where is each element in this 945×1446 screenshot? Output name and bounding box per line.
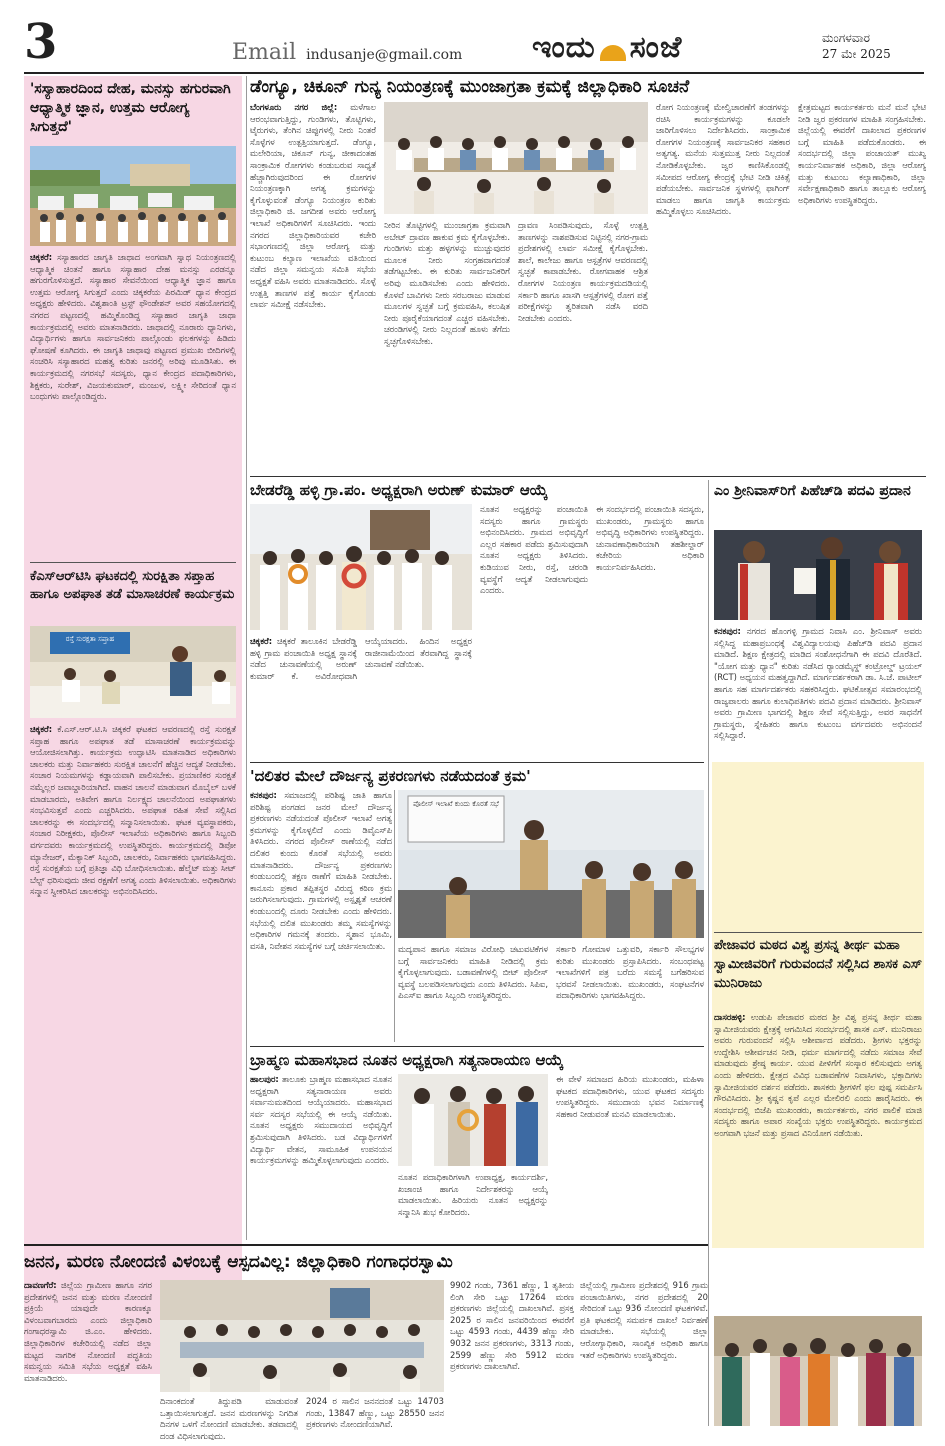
main-meeting-photo bbox=[384, 102, 648, 214]
bedareddy-col3: ಈ ಸಂದರ್ಭದಲ್ಲಿ ಪಂಚಾಯಿತಿ ಸದಸ್ಯರು, ಮುಖಂಡರು, ಗ್ರಾಮಸ್ಥರು ಹಾಗೂ ಅಭಿವೃದ್ಧಿ ಅಧಿಕಾರಿಗಳು ಉಪಸ್ಥಿತರಿದ್ದರು. ಚುನಾವಣಾಧಿಕಾರಿಯಾಗಿ ತಹಶೀಲ್ದಾರ್ ಕಚೇರಿಯ ಅಧಿಕಾರಿ ಕಾರ್ಯನಿರ್ವಹಿಸಿದರು. bbox=[596, 504, 704, 572]
janana-photo bbox=[160, 1280, 444, 1392]
main-col1 bbox=[250, 102, 376, 472]
pink-headline: 'ಸಸ್ಯಾಹಾರದಿಂದ ದೇಹ, ಮನಸ್ಸು ಹಗುರವಾಗಿ ಆಧ್ಯಾತ್ಮಿಕ ಜ್ಞಾನ, ಉತ್ತಮ ಆರೋಗ್ಯ ಸಿಗುತ್ತದೆ' bbox=[30, 81, 231, 135]
brahmana-col3: ಈ ವೇಳೆ ಸಮಾಜದ ಹಿರಿಯ ಮುಖಂಡರು, ಮಹಿಳಾ ಘಟಕದ ಪದಾಧಿಕಾರಿಗಳು, ಯುವ ಘಟಕದ ಸದಸ್ಯರು ಉಪಸ್ಥಿತರಿದ್ದರು. ಸಮುದಾಯ ಭವನ ನಿರ್ಮಾಣಕ್ಕೆ ಸಹಕಾರ ನೀಡುವಂತೆ ಮನವಿ ಮಾಡಲಾಯಿತು. bbox=[556, 1074, 704, 1119]
janana-col1 bbox=[24, 1280, 152, 1426]
email-line bbox=[232, 40, 462, 65]
brahmana-photo bbox=[398, 1074, 548, 1166]
janana-top-rule bbox=[24, 1244, 708, 1246]
pejavara-photo bbox=[714, 1316, 922, 1426]
email-label: Email bbox=[232, 40, 297, 65]
pink-text: ಸಸ್ಯಾಹಾರದ ಜಾಗೃತಿ ಜಾಥಾದ ಅಂಗವಾಗಿ ಸ್ವಾಥ ನಿಯಂತ್ರಣದಲ್ಲಿ ಆಧ್ಯಾತ್ಮಿಕ ಚಿಂತನೆ ಹಾಗೂ ಸಸ್ಯಾಹಾರ ದೇಹ ಮನಸ್ಸು ಎರಡನ್ನೂ ಹಗುರಗೊಳಿಸುತ್ತದೆ. ಸಸ್ಯಾಹಾರ ಸೇವನೆಯಿಂದ ಆಧ್ಯಾತ್ಮಿಕ ಜ್ಞಾನ ಹಾಗೂ ಉತ್ತಮ ಆರೋಗ್ಯ ಸಿಗುತ್ತದೆ ಎಂದು ಚಿಕ್ಕಕರೆಯ ಪಿರಮಿಡ್ ಧ್ಯಾನ ಕೇಂದ್ರದ ಅಧ್ಯಕ್ಷರು ಹೇಳಿದರು. ವಿಶ್ವಶಾಂತಿ ಟ್ರಸ್ಟ್ ಫೌಂಡೇಶನ್ ಅವರ ಸಹಯೋಗದಲ್ಲಿ ನಗರದ ಪಟ್ಟಣದಲ್ಲಿ ಹಮ್ಮಿಕೊಂಡಿದ್ದ ಸಸ್ಯಾಹಾರ ಜಾಗೃತಿ ಜಾಥಾ ಕಾರ್ಯಕ್ರಮದಲ್ಲಿ ಅವರು ಮಾತನಾಡಿದರು. ಜಾಥಾದಲ್ಲಿ ನೂರಾರು ಧ್ಯಾನಿಗಳು, ವಿದ್ಯಾರ್ಥಿಗಳು ಹಾಗೂ ಸಾರ್ವಜನಿಕರು ಪಾಲ್ಗೊಂಡು ಫಲಕಗಳನ್ನು ಹಿಡಿದು ಘೋಷಣೆ ಕೂಗಿದರು. ಈ ಜಾಗೃತಿ ಜಾಥಾವು ಪಟ್ಟಣದ ಪ್ರಮುಖ ಬೀದಿಗಳಲ್ಲಿ ಸಂಚರಿಸಿ ಸಸ್ಯಾಹಾರದ ಮಹತ್ವ ಕುರಿತು ಜನರಲ್ಲಿ ಅರಿವು ಮೂಡಿಸಿತು. ಈ ಕಾರ್ಯಕ್ರಮದಲ್ಲಿ ನಗರಸಭೆ ಸದಸ್ಯರು, ಧ್ಯಾನ ಕೇಂದ್ರದ ಪದಾಧಿಕಾರಿಗಳು, ಶಿಕ್ಷಕರು, ಸುರೇಶ್, ವಿಜಯಕುಮಾರ್, ಮಂಜುಳ, ಲಕ್ಷ್ಮೀ ಸೇರಿದಂತೆ ಧ್ಯಾನ ಬಂಧುಗಳು ಪಾಲ್ಗೊಂಡಿದ್ದರು. bbox=[30, 252, 236, 402]
masthead-right: ಸಂಜೆ bbox=[629, 30, 683, 65]
bedareddy-dateline: ಚಿಕ್ಕಕರೆ: bbox=[250, 636, 273, 646]
column-rule bbox=[708, 480, 709, 1426]
column-rule bbox=[394, 790, 395, 1042]
main-col1-text: ಮಳೆಗಾಲ ಆರಂಭವಾಗುತ್ತಿದ್ದು, ಗುಂಡಿಗಳು, ತೊಟ್ಟಿಗಳು, ಟೈರುಗಳು, ತೆಂಗಿನ ಚಿಪ್ಪುಗಳಲ್ಲಿ ನೀರು ನಿಂತರೆ ಸೊಳ್ಳೆಗಳ ಉತ್ಪತ್ತಿಯಾಗುತ್ತದೆ. ಡೆಂಗ್ಯೂ, ಮಲೇರಿಯಾ, ಚಿಕೂನ್ ಗುನ್ಯ, ಜೀಕಾದಂತಹ ಸಾಂಕ್ರಾಮಿಕ ರೋಗಗಳು ಕಂಡುಬರುವ ಸಾಧ್ಯತೆ ಹೆಚ್ಚಾಗಿರುವುದರಿಂದ ಈ ರೋಗಗಳ ನಿಯಂತ್ರಣಕ್ಕಾಗಿ ಅಗತ್ಯ ಕ್ರಮಗಳನ್ನು ಕೈಗೊಳ್ಳುವಂತೆ ಡೆಂಗ್ಯೂ ನಿಯಂತ್ರಣ ಕುರಿತು ಜಿಲ್ಲಾಧಿಕಾರಿ ಜಿ. ಜಗದೀಶ ಅವರು ಆರೋಗ್ಯ ಇಲಾಖೆ ಅಧಿಕಾರಿಗಳಿಗೆ ಸೂಚಿಸಿದರು. ಇಂದು ನಗರದ ಜಿಲ್ಲಾಧಿಕಾರಿಯವರ ಕಚೇರಿ ಸಭಾಂಗಣದಲ್ಲಿ ಜಿಲ್ಲಾ ಆರೋಗ್ಯ ಮತ್ತು ಕುಟುಂಬ ಕಲ್ಯಾಣ ಇಲಾಖೆಯ ವತಿಯಿಂದ ನಡೆದ ಜಿಲ್ಲಾ ಸಮನ್ವಯ ಸಮಿತಿ ಸಭೆಯ ಅಧ್ಯಕ್ಷತೆ ವಹಿಸಿ ಅವರು ಮಾತನಾಡಿದರು. ಸೊಳ್ಳೆ ಉತ್ಪತ್ತಿ ತಾಣಗಳ ಪತ್ತೆ ಕಾರ್ಯ ಕೈಗೊಂಡು ಲಾರ್ವ ಸಮೀಕ್ಷೆ ನಡೆಸಬೇಕು. bbox=[250, 102, 376, 310]
ksrtc-headline: ಕೆಎಸ್ಆರ್‌ಟಿಸಿ ಘಟಕದಲ್ಲಿ ಸುರಕ್ಷಿತಾ ಸಪ್ತಾಹ ಹಾಗೂ ಅಪಘಾತ ತಡೆ ಮಾಸಾಚರಣೆ ಕಾರ್ಯಕ್ರಮ bbox=[30, 569, 235, 602]
dalitara-col2: ಮದ್ಯಪಾನ ಹಾಗೂ ಸಮಾಜ ವಿರೋಧಿ ಚಟುವಟಿಕೆಗಳ ಬಗ್ಗೆ ಸಾರ್ವಜನಿಕರು ಮಾಹಿತಿ ನೀಡಿದಲ್ಲಿ ಕ್ರಮ ಕೈಗೊಳ್ಳಲಾಗುವುದು. ಬಡಾವಣೆಗಳಲ್ಲಿ ಬೀಟ್ ಪೊಲೀಸ್ ವ್ಯವಸ್ಥೆ ಬಲಪಡಿಸಲಾಗುವುದು ಎಂದು ತಿಳಿಸಿದರು. ಸಿಪಿಐ, ಪಿಎಸ್‌ಐ ಹಾಗೂ ಸಿಬ್ಬಂದಿ ಉಪಸ್ಥಿತರಿದ್ದರು. bbox=[398, 944, 548, 1001]
pink-dateline: ಚಿಕ್ಕಕರೆ: bbox=[30, 252, 53, 262]
main-col2: ನೀರಿನ ತೊಟ್ಟಿಗಳಲ್ಲಿ ಮುಂಜಾಗ್ರತಾ ಕ್ರಮವಾಗಿ ಅಬೇಟ್ ದ್ರಾವಣ ಹಾಕುವ ಕ್ರಮ ಕೈಗೊಳ್ಳಬೇಕು. ಗುಂಡಿಗಳು ಮತ್ತು ಹಳ್ಳಗಳನ್ನು ಮುಚ್ಚುವುದರ ಮೂಲಕ ನೀರು ಸಂಗ್ರಹವಾಗದಂತೆ ತಡೆಗಟ್ಟಬೇಕು. ಈ ಕುರಿತು ಸಾರ್ವಜನಿಕರಿಗೆ ಅರಿವು ಮೂಡಿಸಬೇಕು ಎಂದು ಹೇಳಿದರು. ಕೊಳವೆ ಬಾವಿಗಳು ನೀರು ಸರಬರಾಜು ಮಾಡುವ ಮೂಲಗಳ ಸ್ವಚ್ಛತೆ ಬಗ್ಗೆ ಕ್ರಮವಹಿಸಿ, ಕಲುಷಿತ ನೀರು ಪೂರೈಕೆಯಾಗದಂತೆ ಎಚ್ಚರ ವಹಿಸಬೇಕು. ಚರಂಡಿಗಳಲ್ಲಿ ನೀರು ನಿಲ್ಲದಂತೆ ಹೂಳು ತೆಗೆದು ಸ್ವಚ್ಛಗೊಳಿಸಬೇಕು. bbox=[384, 220, 510, 346]
masthead-logo bbox=[532, 28, 792, 72]
dalitara-top-rule bbox=[250, 762, 704, 763]
pink-body bbox=[30, 252, 236, 556]
main-col5: ಕ್ಷೇತ್ರಮಟ್ಟದ ಕಾರ್ಯಕರ್ತರು ಮನೆ ಮನೆ ಭೇಟಿ ನೀಡಿ ಜ್ವರ ಪ್ರಕರಣಗಳ ಮಾಹಿತಿ ಸಂಗ್ರಹಿಸಬೇಕು. ಜಿಲ್ಲೆಯಲ್ಲಿ ಈವರೆಗೆ ದಾಖಲಾದ ಪ್ರಕರಣಗಳ ಬಗ್ಗೆ ಮಾಹಿತಿ ಪಡೆದುಕೊಂಡರು. ಈ ಸಂದರ್ಭದಲ್ಲಿ ಜಿಲ್ಲಾ ಪಂಚಾಯತ್ ಮುಖ್ಯ ಕಾರ್ಯನಿರ್ವಾಹಕ ಅಧಿಕಾರಿ, ಜಿಲ್ಲಾ ಆರೋಗ್ಯ ಮತ್ತು ಕುಟುಂಬ ಕಲ್ಯಾಣಾಧಿಕಾರಿ, ಜಿಲ್ಲಾ ಸರ್ವೇಕ್ಷಣಾಧಿಕಾರಿ ಹಾಗೂ ತಾಲ್ಲೂಕು ಆರೋಗ್ಯ ಅಧಿಕಾರಿಗಳು ಉಪಸ್ಥಿತರಿದ್ದರು. bbox=[798, 102, 926, 205]
bedareddy-photo bbox=[250, 504, 472, 630]
email-address[interactable]: indusanje@gmail.com bbox=[306, 47, 463, 63]
srinivas-text: ನಗರದ ಹೊಂಗಳ್ಳಿ ಗ್ರಾಮದ ನಿವಾಸಿ ಎಂ. ಶ್ರೀನಿವಾಸ್ ಅವರು ಸಲ್ಲಿಸಿದ್ದ ಮಹಾಪ್ರಬಂಧಕ್ಕೆ ವಿಶ್ವವಿದ್ಯಾಲಯವು ಪಿಹೆಚ್‌ಡಿ ಪದವಿ ಪ್ರದಾನ ಮಾಡಿದೆ. ಶಿಕ್ಷಣ ಕ್ಷೇತ್ರದಲ್ಲಿ ಮಾಡಿದ ಸಂಶೋಧನೆಗಾಗಿ ಈ ಪದವಿ ದೊರೆತಿದೆ. "ಯೋಗ ಮತ್ತು ಧ್ಯಾನ" ಕುರಿತು ನಡೆಸಿದ ರ‍್ಯಾಂಡಮೈಸ್ಡ್ ಕಂಟ್ರೋಲ್ಡ್ ಟ್ರಯಲ್ (RCT) ಅಧ್ಯಯನ ಮಹತ್ವದ್ದಾಗಿದೆ. ಮಾರ್ಗದರ್ಶಕರಾಗಿ ಡಾ. ಸಿ.ಜೆ. ಪಾಟೀಲ್ ಹಾಗೂ ಸಹ ಮಾರ್ಗದರ್ಶಕರು ಸಹಕರಿಸಿದ್ದರು. ಘಟಿಕೋತ್ಸವ ಸಮಾರಂಭದಲ್ಲಿ ರಾಜ್ಯಪಾಲರು ಹಾಗೂ ಕುಲಾಧಿಪತಿಗಳು ಪದವಿ ಪ್ರದಾನ ಮಾಡಿದರು. ಶ್ರೀನಿವಾಸ್ ಅವರು ಗ್ರಾಮೀಣ ಭಾಗದಲ್ಲಿ ಶಿಕ್ಷಣ ಸೇವೆ ಸಲ್ಲಿಸುತ್ತಿದ್ದು, ಅವರ ಸಾಧನೆಗೆ ಗ್ರಾಮಸ್ಥರು, ಸ್ನೇಹಿತರು ಹಾಗೂ ಕುಟುಂಬ ವರ್ಗದವರು ಅಭಿನಂದನೆ ಸಲ್ಲಿಸಿದ್ದಾರೆ. bbox=[714, 626, 922, 741]
janana-col4: 9902 ಗಂಡು, 7361 ಹೆಣ್ಣು, 1 ತೃತೀಯ ಲಿಂಗಿ ಸೇರಿ ಒಟ್ಟು 17264 ಮರಣ ಪ್ರಕರಣಗಳು ಜಿಲ್ಲೆಯಲ್ಲಿ ದಾಖಲಾಗಿವೆ. ಪ್ರಸಕ್ತ 2025 ರ ಸಾಲಿನ ಜನವರಿಯಿಂದ ಈವರೆಗೆ ಒಟ್ಟು 4593 ಗಂಡು, 4439 ಹೆಣ್ಣು ಸೇರಿ 9032 ಜನನ ಪ್ರಕರಣಗಳು, 3313 ಗಂಡು, 2599 ಹೆಣ್ಣು ಸೇರಿ 5912 ಮರಣ ಪ್ರಕರಣಗಳು ದಾಖಲಾಗಿವೆ. bbox=[450, 1280, 574, 1372]
main-col4: ರೋಗ ನಿಯಂತ್ರಣಕ್ಕೆ ಮೇಲ್ವಿಚಾರಣೆಗೆ ತಂಡಗಳನ್ನು ರಚಿಸಿ ಕಾರ್ಯಕ್ರಮಗಳನ್ನು ಕೂಡಲೇ ಜಾರಿಗೊಳಿಸಲು ನಿರ್ದೇಶಿಸಿದರು. ಸಾಂಕ್ರಾಮಿಕ ರೋಗಗಳ ನಿಯಂತ್ರಣಕ್ಕೆ ಸಾರ್ವಜನಿಕರ ಸಹಕಾರ ಅತ್ಯಗತ್ಯ. ಮನೆಯ ಸುತ್ತಮುತ್ತ ನೀರು ನಿಲ್ಲದಂತೆ ನೋಡಿಕೊಳ್ಳಬೇಕು. ಜ್ವರ ಕಾಣಿಸಿಕೊಂಡಲ್ಲಿ ಸಮೀಪದ ಆರೋಗ್ಯ ಕೇಂದ್ರಕ್ಕೆ ಭೇಟಿ ನೀಡಿ ಚಿಕಿತ್ಸೆ ಪಡೆಯಬೇಕು. ಸಾರ್ವಜನಿಕ ಸ್ಥಳಗಳಲ್ಲಿ ಫಾಗಿಂಗ್ ಮಾಡಲು ಹಾಗೂ ಜಾಗೃತಿ ಕಾರ್ಯಕ್ರಮ ಹಮ್ಮಿಕೊಳ್ಳಲು ಸೂಚಿಸಿದರು. bbox=[656, 102, 790, 217]
brahmana-headline: ಬ್ರಾಹ್ಮಣ ಮಹಾಸಭಾದ ನೂತನ ಅಧ್ಯಕ್ಷರಾಗಿ ಸತ್ಯನಾರಾಯಣ ಆಯ್ಕೆ bbox=[250, 1051, 564, 1069]
column-rule bbox=[246, 76, 247, 1240]
bedareddy-photo-art bbox=[250, 504, 472, 630]
srinivas-dateline: ಕನಕಪುರ: bbox=[714, 626, 741, 636]
page-header bbox=[0, 0, 945, 72]
janana-col5: ಜಿಲ್ಲೆಯಲ್ಲಿ ಗ್ರಾಮೀಣ ಪ್ರದೇಶದಲ್ಲಿ 916 ಗ್ರಾಮ ಪಂಚಾಯಿತಿಗಳು, ನಗರ ಪ್ರದೇಶದಲ್ಲಿ 20 ಸೇರಿದಂತೆ ಒಟ್ಟು 936 ನೋಂದಣಿ ಘಟಕಗಳಿವೆ. ಪ್ರತಿ ಘಟಕದಲ್ಲಿ ಸಮರ್ಪಕ ದಾಖಲೆ ನಿರ್ವಹಣೆ ಮಾಡಬೇಕು. ಸಭೆಯಲ್ಲಿ ಜಿಲ್ಲಾ ಆರೋಗ್ಯಾಧಿಕಾರಿ, ಸಾಂಖ್ಯಿಕ ಅಧಿಕಾರಿ ಹಾಗೂ ಇತರೆ ಅಧಿಕಾರಿಗಳು ಉಪಸ್ಥಿತರಿದ್ದರು. bbox=[580, 1280, 708, 1360]
janana-col3: 2024 ರ ಸಾಲಿನ ಜನನದಂತೆ ಒಟ್ಟು 14703 ಗಂಡು, 13847 ಹೆಣ್ಣು, ಒಟ್ಟು 28550 ಜನನ ಪ್ರಕರಣಗಳು ನೋಂದಣಿಯಾಗಿವೆ. bbox=[306, 1396, 444, 1430]
dalitara-headline: 'ದಲಿತರ ಮೇಲೆ ದೌರ್ಜನ್ಯ ಪ್ರಕರಣಗಳು ನಡೆಯದಂತೆ ಕ್ರಮ' bbox=[250, 767, 531, 785]
rally-photo-art bbox=[30, 146, 236, 246]
brahmana-col1 bbox=[250, 1074, 392, 1238]
ksrtc-text: ಕೆ.ಎಸ್.ಆರ್.ಟಿ.ಸಿ ಚಿಕ್ಕಕರೆ ಘಟಕದ ಆವರಣದಲ್ಲಿ ರಸ್ತೆ ಸುರಕ್ಷತೆ ಸಪ್ತಾಹ ಹಾಗೂ ಅಪಘಾತ ತಡೆ ಮಾಸಾಚರಣೆ ಕಾರ್ಯಕ್ರಮವನ್ನು ಆಯೋಜಿಸಲಾಗಿತ್ತು. ಕಾರ್ಯಕ್ರಮ ಉದ್ಘಾಟಿಸಿ ಮಾತನಾಡಿದ ಅಧಿಕಾರಿಗಳು ಚಾಲಕರು ಮತ್ತು ನಿರ್ವಾಹಕರು ಸುರಕ್ಷಿತ ಚಾಲನೆಗೆ ಹೆಚ್ಚಿನ ಆದ್ಯತೆ ನೀಡಬೇಕು. ಸಂಚಾರ ನಿಯಮಗಳನ್ನು ಕಡ್ಡಾಯವಾಗಿ ಪಾಲಿಸಬೇಕು. ಪ್ರಯಾಣಿಕರ ಸುರಕ್ಷತೆ ನಮ್ಮೆಲ್ಲರ ಜವಾಬ್ದಾರಿಯಾಗಿದೆ. ವಾಹನ ಚಾಲನೆ ಮಾಡುವಾಗ ಮೊಬೈಲ್ ಬಳಕೆ ಮಾಡಬಾರದು, ಅತಿವೇಗ ಹಾಗೂ ನಿರ್ಲಕ್ಷ್ಯದ ಚಾಲನೆಯಿಂದ ಅಪಘಾತಗಳು ಸಂಭವಿಸುತ್ತವೆ ಎಂದು ಎಚ್ಚರಿಸಿದರು. ಅಪಘಾತ ರಹಿತ ಸೇವೆ ಸಲ್ಲಿಸಿದ ಚಾಲಕರನ್ನು ಈ ಸಂದರ್ಭದಲ್ಲಿ ಸನ್ಮಾನಿಸಲಾಯಿತು. ಘಟಕ ವ್ಯವಸ್ಥಾಪಕರು, ಸಂಚಾರ ನಿರೀಕ್ಷಕರು, ಪೊಲೀಸ್ ಇಲಾಖೆಯ ಅಧಿಕಾರಿಗಳು ಹಾಗೂ ಸಿಬ್ಬಂದಿ ವರ್ಗದವರು ಕಾರ್ಯಕ್ರಮದಲ್ಲಿ ಉಪಸ್ಥಿತರಿದ್ದರು. ಕಾರ್ಯಕ್ರಮದಲ್ಲಿ ಡಿಪೋ ಮ್ಯಾನೇಜರ್, ಮೆಕ್ಯಾನಿಕ್ ಸಿಬ್ಬಂದಿ, ಚಾಲಕರು, ನಿರ್ವಾಹಕರು ಭಾಗವಹಿಸಿದ್ದರು. ರಸ್ತೆ ಸುರಕ್ಷತೆಯ ಬಗ್ಗೆ ಪ್ರತಿಜ್ಞಾ ವಿಧಿ ಬೋಧಿಸಲಾಯಿತು. ಹೆಲ್ಮೆಟ್ ಮತ್ತು ಸೀಟ್ ಬೆಲ್ಟ್ ಧರಿಸುವುದು ಜೀವ ರಕ್ಷಣೆಗೆ ಅಗತ್ಯ ಎಂದು ತಿಳಿಸಲಾಯಿತು. ಅಧಿಕಾರಿಗಳು ಸನ್ಮಾನ ಸ್ವೀಕರಿಸಿದ ಚಾಲಕರನ್ನು ಅಭಿನಂದಿಸಿದರು. bbox=[30, 724, 236, 897]
bedareddy-headline: ಬೇಡರೆಡ್ಡಿ ಹಳ್ಳಿ ಗ್ರಾ.ಪಂ. ಅಧ್ಯಕ್ಷರಾಗಿ ಅರುಣ್ ಕುಮಾರ್ ಆಯ್ಕೆ bbox=[250, 481, 548, 499]
janana-headline: ಜನನ, ಮರಣ ನೋಂದಣಿ ವಿಳಂಬಕ್ಕೆ ಆಸ್ಪದವಿಲ್ಲ: ಜಿಲ್ಲಾಧಿಕಾರಿ ಗಂಗಾಧರಸ್ವಾಮಿ bbox=[24, 1252, 453, 1272]
ksrtc-photo bbox=[30, 626, 236, 718]
rally-photo bbox=[30, 146, 236, 246]
dalitara-photo bbox=[398, 790, 704, 938]
ksrtc-banner-text: ರಸ್ತೆ ಸುರಕ್ಷತಾ ಸಪ್ತಾಹ bbox=[65, 635, 115, 643]
srinivas-body bbox=[714, 626, 922, 928]
main-dateline: ಬೆಂಗಳೂರು ನಗರ ಜಿಲ್ಲೆ: bbox=[250, 102, 338, 112]
dalitara-col1-text: ಸಮಾಜದಲ್ಲಿ ಪರಿಶಿಷ್ಟ ಜಾತಿ ಹಾಗೂ ಪರಿಶಿಷ್ಟ ಪಂಗಡದ ಜನರ ಮೇಲೆ ದೌರ್ಜನ್ಯ ಪ್ರಕರಣಗಳು ನಡೆಯದಂತೆ ಪೊಲೀಸ್ ಇಲಾಖೆ ಅಗತ್ಯ ಕ್ರಮಗಳನ್ನು ಕೈಗೊಳ್ಳಲಿದೆ ಎಂದು ಡಿವೈಎಸ್‌ಪಿ ತಿಳಿಸಿದರು. ನಗರದ ಪೊಲೀಸ್ ಠಾಣೆಯಲ್ಲಿ ನಡೆದ ದಲಿತರ ಕುಂದು ಕೊರತೆ ಸಭೆಯಲ್ಲಿ ಅವರು ಮಾತನಾಡಿದರು. ದೌರ್ಜನ್ಯ ಪ್ರಕರಣಗಳು ಕಂಡುಬಂದಲ್ಲಿ ತಕ್ಷಣ ಠಾಣೆಗೆ ಮಾಹಿತಿ ನೀಡಬೇಕು. ಕಾನೂನು ಪ್ರಕಾರ ತಪ್ಪಿತಸ್ಥರ ವಿರುದ್ಧ ಕಠಿಣ ಕ್ರಮ ಜರುಗಿಸಲಾಗುವುದು. ಗ್ರಾಮಗಳಲ್ಲಿ ಅಸ್ಪೃಶ್ಯತೆ ಆಚರಣೆ ಕಂಡುಬಂದಲ್ಲಿ ದೂರು ನೀಡಬೇಕು ಎಂದು ಹೇಳಿದರು. ಸಭೆಯಲ್ಲಿ ದಲಿತ ಮುಖಂಡರು ತಮ್ಮ ಸಮಸ್ಯೆಗಳನ್ನು ಅಧಿಕಾರಿಗಳ ಗಮನಕ್ಕೆ ತಂದರು. ಸ್ಮಶಾನ ಭೂಮಿ, ವಸತಿ, ನಿವೇಶನ ಸಮಸ್ಯೆಗಳ ಬಗ್ಗೆ ಚರ್ಚಿಸಲಾಯಿತು. bbox=[250, 790, 392, 951]
main-meeting-art bbox=[384, 102, 648, 214]
bedareddy-col2: ನೂತನ ಅಧ್ಯಕ್ಷರನ್ನು ಪಂಚಾಯಿತಿ ಸದಸ್ಯರು ಹಾಗೂ ಗ್ರಾಮಸ್ಥರು ಅಭಿನಂದಿಸಿದರು. ಗ್ರಾಮದ ಅಭಿವೃದ್ಧಿಗೆ ಎಲ್ಲರ ಸಹಕಾರ ಪಡೆದು ಶ್ರಮಿಸುವುದಾಗಿ ನೂತನ ಅಧ್ಯಕ್ಷರು ತಿಳಿಸಿದರು. ಕುಡಿಯುವ ನೀರು, ರಸ್ತೆ, ಚರಂಡಿ ವ್ಯವಸ್ಥೆಗೆ ಆದ್ಯತೆ ನೀಡಲಾಗುವುದು ಎಂದರು. bbox=[480, 504, 588, 596]
brahmana-dateline: ಹಾಲಪುರ: bbox=[250, 1074, 279, 1084]
date-block bbox=[822, 30, 891, 62]
page-number: 3 bbox=[24, 14, 58, 70]
brahmana-col1-text: ತಾಲೂಕು ಬ್ರಾಹ್ಮಣ ಮಹಾಸಭಾದ ನೂತನ ಅಧ್ಯಕ್ಷರಾಗಿ ಸತ್ಯನಾರಾಯಣ ಅವರು ಸರ್ವಾನುಮತದಿಂದ ಆಯ್ಕೆಯಾದರು. ಮಹಾಸಭಾದ ಸರ್ವ ಸದಸ್ಯರ ಸಭೆಯಲ್ಲಿ ಈ ಆಯ್ಕೆ ನಡೆಯಿತು. ನೂತನ ಅಧ್ಯಕ್ಷರು ಸಮುದಾಯದ ಅಭಿವೃದ್ಧಿಗೆ ಶ್ರಮಿಸುವುದಾಗಿ ತಿಳಿಸಿದರು. ಬಡ ವಿದ್ಯಾರ್ಥಿಗಳಿಗೆ ವಿದ್ಯಾರ್ಥಿ ವೇತನ, ಸಾಮೂಹಿಕ ಉಪನಯನ ಕಾರ್ಯಕ್ರಮಗಳನ್ನು ಹಮ್ಮಿಕೊಳ್ಳಲಾಗುವುದು ಎಂದರು. bbox=[250, 1074, 392, 1166]
dalitara-col3: ಸರ್ಕಾರಿ ಗೋಮಾಳ ಒತ್ತುವರಿ, ಸರ್ಕಾರಿ ಸೌಲಭ್ಯಗಳ ಕುರಿತು ಮುಖಂಡರು ಪ್ರಸ್ತಾಪಿಸಿದರು. ಸಂಬಂಧಪಟ್ಟ ಇಲಾಖೆಗಳಿಗೆ ಪತ್ರ ಬರೆದು ಸಮಸ್ಯೆ ಬಗೆಹರಿಸುವ ಭರವಸೆ ನೀಡಲಾಯಿತು. ಮುಖಂಡರು, ಸಂಘಟನೆಗಳ ಪದಾಧಿಕಾರಿಗಳು ಭಾಗವಹಿಸಿದ್ದರು. bbox=[556, 944, 704, 1001]
sun-icon bbox=[600, 45, 626, 61]
bedareddy-col1-text: ಚಿಕ್ಕಕರೆ ತಾಲೂಕಿನ ಬೇಡರೆಡ್ಡಿ ಹಳ್ಳಿ ಗ್ರಾಮ ಪಂಚಾಯಿತಿ ಅಧ್ಯಕ್ಷ ಸ್ಥಾನಕ್ಕೆ ನಡೆದ ಚುನಾವಣೆಯಲ್ಲಿ ಅರುಣ್ ಕುಮಾರ್ ಕೆ. ಅವಿರೋಧವಾಗಿ ಆಯ್ಕೆಯಾದರು. ಹಿಂದಿನ ಅಧ್ಯಕ್ಷರ ರಾಜೀನಾಮೆಯಿಂದ ತೆರವಾಗಿದ್ದ ಸ್ಥಾನಕ್ಕೆ ಚುನಾವಣೆ ನಡೆಯಿತು. bbox=[250, 636, 472, 681]
brahmana-photo-art bbox=[398, 1074, 548, 1166]
pejavara-dateline: ದಾಸರಹಳ್ಳಿ: bbox=[714, 1012, 746, 1022]
janana-col2: ದಿನಾಂಕದಂತೆ ತಿದ್ದುಪಡಿ ಮಾಡುವಂತೆ ಒತ್ತಾಯಿಸಲಾಗುತ್ತದೆ. ಜನನ ಮರಣಗಳನ್ನು ನಿಗದಿತ ದಿನಗಳ ಒಳಗೆ ನೋಂದಣಿ ಮಾಡಬೇಕು. ತಡವಾದಲ್ಲಿ ದಂಡ ವಿಧಿಸಲಾಗುವುದು. bbox=[160, 1396, 298, 1441]
main-headline: ಡೆಂಗ್ಯೂ, ಚಿಕೂನ್ ಗುನ್ಯ ನಿಯಂತ್ರಣಕ್ಕೆ ಮುಂಜಾಗ್ರತಾ ಕ್ರಮಕ್ಕೆ ಜಿಲ್ಲಾಧಿಕಾರಿ ಸೂಚನೆ bbox=[250, 77, 690, 97]
pejavara-text: ಉಡುಪಿ ಪೇಜಾವರ ಮಠದ ಶ್ರೀ ವಿಶ್ವ ಪ್ರಸನ್ನ ತೀರ್ಥ ಮಹಾ ಸ್ವಾಮೀಜಿಯವರು ಕ್ಷೇತ್ರಕ್ಕೆ ಆಗಮಿಸಿದ ಸಂದರ್ಭದಲ್ಲಿ ಶಾಸಕ ಎಸ್. ಮುನಿರಾಜು ಅವರು ಗುರುವಂದನೆ ಸಲ್ಲಿಸಿ ಆಶೀರ್ವಾದ ಪಡೆದರು. ಶ್ರೀಗಳು ಭಕ್ತರನ್ನು ಉದ್ದೇಶಿಸಿ ಆಶೀರ್ವಚನ ನೀಡಿ, ಧರ್ಮ ಮಾರ್ಗದಲ್ಲಿ ನಡೆದು ಸಮಾಜ ಸೇವೆ ಮಾಡುವುದು ಶ್ರೇಷ್ಠ ಕಾರ್ಯ. ಯುವ ಪೀಳಿಗೆಗೆ ಸಂಸ್ಕಾರ ಕಲಿಸುವುದು ಅಗತ್ಯ ಎಂದು ಹೇಳಿದರು. ಕ್ಷೇತ್ರದ ವಿವಿಧ ಬಡಾವಣೆಗಳ ನಿವಾಸಿಗಳು, ಭಕ್ತಾದಿಗಳು ಸ್ವಾಮೀಜಿಯವರ ದರ್ಶನ ಪಡೆದರು. ಶಾಸಕರು ಶ್ರೀಗಳಿಗೆ ಫಲ ಪುಷ್ಪ ಸಮರ್ಪಿಸಿ ಗೌರವಿಸಿದರು. ಶ್ರೀ ಕೃಷ್ಣನ ಕೃಪೆ ಎಲ್ಲರ ಮೇಲಿರಲಿ ಎಂದು ಹಾರೈಸಿದರು. ಈ ಸಂದರ್ಭದಲ್ಲಿ ಬಿಜೆಪಿ ಮುಖಂಡರು, ಕಾರ್ಯಕರ್ತರು, ನಗರ ಪಾಲಿಕೆ ಮಾಜಿ ಸದಸ್ಯರು ಹಾಗೂ ಅಪಾರ ಸಂಖ್ಯೆಯ ಭಕ್ತರು ಉಪಸ್ಥಿತರಿದ್ದರು. ಕಾರ್ಯಕ್ರಮದ ಅಂಗವಾಗಿ ಭಜನೆ ಮತ್ತು ಪ್ರಸಾದ ವಿನಿಯೋಗ ನಡೆಯಿತು. bbox=[714, 1012, 922, 1138]
dalitara-col1 bbox=[250, 790, 392, 1042]
janana-dateline: ದಾವಣಗೆರೆ: bbox=[24, 1280, 57, 1290]
pejavara-photo-art bbox=[714, 1316, 922, 1426]
janana-col1-text: ಜಿಲ್ಲೆಯ ಗ್ರಾಮೀಣ ಹಾಗೂ ನಗರ ಪ್ರದೇಶಗಳಲ್ಲಿ ಜನನ ಮತ್ತು ಮರಣ ನೋಂದಣಿ ಪ್ರಕ್ರಿಯೆ ಯಾವುದೇ ಕಾರಣಕ್ಕೂ ವಿಳಂಬವಾಗಬಾರದು ಎಂದು ಜಿಲ್ಲಾಧಿಕಾರಿ ಗಂಗಾಧರಸ್ವಾಮಿ ಜಿ.ಎಂ. ಹೇಳಿದರು. ಜಿಲ್ಲಾಧಿಕಾರಿಗಳ ಕಚೇರಿಯಲ್ಲಿ ನಡೆದ ಜಿಲ್ಲಾ ಮಟ್ಟದ ನಾಗರಿಕ ನೋಂದಣಿ ಪದ್ಧತಿಯ ಸಮನ್ವಯ ಸಮಿತಿ ಸಭೆಯ ಅಧ್ಯಕ್ಷತೆ ವಹಿಸಿ ಮಾತನಾಡಿದರು. bbox=[24, 1280, 152, 1383]
main-bottom-rule bbox=[250, 476, 926, 477]
dalitara-dateline: ಕನಕಪುರ: bbox=[250, 790, 277, 800]
brahmana-col2: ನೂತನ ಪದಾಧಿಕಾರಿಗಳಾಗಿ ಉಪಾಧ್ಯಕ್ಷ, ಕಾರ್ಯದರ್ಶಿ, ಖಜಾಂಚಿ ಹಾಗೂ ನಿರ್ದೇಶಕರನ್ನು ಆಯ್ಕೆ ಮಾಡಲಾಯಿತು. ಹಿರಿಯರು ನೂತನ ಅಧ್ಯಕ್ಷರನ್ನು ಸನ್ಮಾನಿಸಿ ಶುಭ ಕೋರಿದರು. bbox=[398, 1172, 548, 1217]
brahmana-top-rule bbox=[250, 1046, 704, 1047]
main-col3: ದ್ರಾವಣ ಸಿಂಪಡಿಸುವುದು, ಸೊಳ್ಳೆ ಉತ್ಪತ್ತಿ ತಾಣಗಳನ್ನು ನಾಶಪಡಿಸುವ ನಿಟ್ಟಿನಲ್ಲಿ ನಗರ-ಗ್ರಾಮ ಪ್ರದೇಶಗಳಲ್ಲಿ ಲಾರ್ವ ಸಮೀಕ್ಷೆ ಕೈಗೊಳ್ಳಬೇಕು. ಶಾಲೆ, ಕಾಲೇಜು ಹಾಗೂ ಆಸ್ಪತ್ರೆಗಳ ಆವರಣದಲ್ಲಿ ಸ್ವಚ್ಛತೆ ಕಾಪಾಡಬೇಕು. ರೋಗವಾಹಕ ಆಶ್ರಿತ ರೋಗಗಳ ನಿಯಂತ್ರಣ ಕಾರ್ಯಕ್ರಮದಡಿಯಲ್ಲಿ ಸರ್ಕಾರಿ ಹಾಗೂ ಖಾಸಗಿ ಆಸ್ಪತ್ರೆಗಳಲ್ಲಿ ರೋಗ ಪತ್ತೆ ಪರೀಕ್ಷೆಗಳನ್ನು ತ್ವರಿತವಾಗಿ ನಡೆಸಿ ವರದಿ ನೀಡಬೇಕು ಎಂದರು. bbox=[518, 220, 648, 323]
yellow-divider bbox=[714, 932, 922, 933]
srinivas-photo bbox=[714, 530, 922, 620]
dalitara-banner-text: ಪೊಲೀಸ್ ಇಲಾಖೆ ಕುಂದು ಕೊರತೆ ಸಭೆ bbox=[413, 800, 499, 808]
ksrtc-dateline: ಚಿಕ್ಕಕರೆ: bbox=[30, 724, 53, 734]
bedareddy-col1 bbox=[250, 636, 472, 756]
srinivas-headline: ಎಂ ಶ್ರೀನಿವಾಸ್‌ರಿಗೆ ಪಿಹೆಚ್‌ಡಿ ಪದವಿ ಪ್ರದಾನ bbox=[714, 483, 911, 499]
masthead-left: ಇಂದು bbox=[532, 30, 596, 65]
pejavara-body bbox=[714, 1012, 922, 1310]
janana-photo-art bbox=[160, 1280, 444, 1392]
dalitara-photo-art bbox=[398, 790, 704, 938]
srinivas-photo-art bbox=[714, 530, 922, 620]
pink-divider bbox=[30, 562, 236, 563]
weekday: ಮಂಗಳವಾರ bbox=[822, 31, 871, 45]
issue-date: 27 ಮೇ 2025 bbox=[822, 47, 891, 61]
pejavara-headline: ಪೇಜಾವರ ಮಠದ ವಿಶ್ವ ಪ್ರಸನ್ನ ತೀರ್ಥ ಮಹಾ ಸ್ವಾಮೀಜಿವರಿಗೆ ಗುರುವಂದನೆ ಸಲ್ಲಿಸಿದ ಶಾಸಕ ಎಸ್ ಮುನಿರಾಜು bbox=[714, 938, 922, 991]
header-rule bbox=[24, 72, 924, 74]
